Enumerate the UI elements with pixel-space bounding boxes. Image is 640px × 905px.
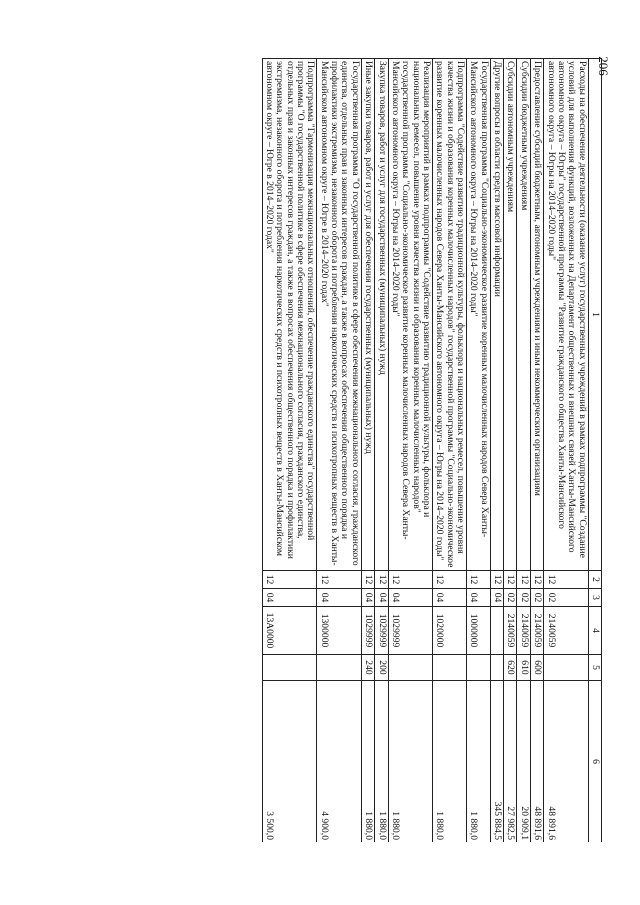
table-cell-c2: 12 [530,571,543,589]
table-row [517,59,530,843]
table-body [262,59,588,843]
table-cell-c2: 12 [544,571,588,589]
table-row [375,59,388,843]
table-cell-name: Подпрограмма "Содействие развитию традиционной культуры, фольклора и национальных ремесел, повышение уровня качества жизни и образования коренных малочисленных народов" государственной программы "Социально-экономическое развитие коренных малочисленных народов Севера Ханты-Мансийского автономного округа – Югры на 2014–2020 годы" [432,59,466,571]
table-cell-name: Закупка товаров, работ и услуг для государственных (муниципальных) нужд [375,59,388,571]
page-number: 206 [595,56,611,76]
table-row [544,59,588,843]
table-cell-c6: 48 891,6 [544,681,588,843]
rotated-table-container [90,58,602,842]
table-cell-c2: 12 [361,571,374,589]
table-cell-c2: 12 [375,571,388,589]
table-cell-c4: 1020000 [432,607,466,655]
table-cell-c6: 3 500,0 [262,681,317,843]
table-row [504,59,517,843]
table-cell-c5: 600 [530,655,543,681]
table-cell-c5 [317,655,361,681]
table-cell-name: Предоставление субсидий бюджетным, автономным учреждениям и иным некоммерческим организациям [530,59,543,571]
table-cell-c2: 12 [432,571,466,589]
rotated-page-area [90,58,602,842]
table-cell-c5: 240 [361,655,374,681]
table-cell-name: Другие вопросы в области средств массовой информации [490,59,503,571]
table-cell-name: Государственная программа "Социально-экономическое развитие коренных малочисленных народов Севера Ханты-Мансийского автономного округа – Югры на 2014–2020 годы" [467,59,491,571]
table-cell-c5 [544,655,588,681]
table-row [262,59,317,843]
table-cell-c4: 2140059 [530,607,543,655]
table-cell-c5 [432,655,466,681]
table-cell-c6: 1 880,0 [388,681,432,843]
table-cell-name: Реализация мероприятий в рамках подпрограммы "Содействие развитию традиционной культуры, фольклора и национальных ремесел, повышение уровня качества жизни и образования коренных малочисленных народов" государственной программы "Социально-экономическое развитие коренных малочисленных народов Севера Ханты-Мансийского автономного округа – Югры на 2014–2020 годы" [388,59,432,571]
table-cell-c5: 200 [375,655,388,681]
table-cell-c4: 1029999 [388,607,432,655]
table-cell-name: Субсидии бюджетным учреждениям [517,59,530,571]
table-cell-c6: 48 891,6 [530,681,543,843]
budget-table [262,58,602,842]
table-cell-c4: 2140059 [517,607,530,655]
table-cell-name: Подпрограмма "Гармонизация межнациональных отношений, обеспечение гражданского единства" государственной программы "О государственной политике в сфере обеспечения межнационального согласия, гражданского единства, отдельных прав и законных интересов граждан, а также в вопросах обеспечения общественного порядка и профилактики экстремизма, незаконного оборота и потребления наркотических средств и психотропных веществ в Ханты-Мансийском автономном округе – Югре в 2014–2020 годах" [262,59,317,571]
table-cell-c3: 04 [467,589,491,607]
table-cell-name: Государственная программа "О государственной политике в сфере обеспечения межнационального согласия, гражданского единства, отдельных прав и законных интересов граждан, а также в вопросах обеспечения общественного порядка и профилактики экстремизма, незаконного оборота и потребления наркотических средств и психотропных веществ в Ханты-Мансийском автономном округе – Югре в 2014–2020 годах" [317,59,361,571]
header-cell: 4 [588,607,601,655]
table-cell-c2: 12 [317,571,361,589]
table-cell-c6: 1 880,0 [361,681,374,843]
table-cell-c3: 04 [375,589,388,607]
header-cell: 1 [588,59,601,571]
table-cell-c5 [467,655,491,681]
table-cell-c4: 1029999 [361,607,374,655]
header-cell: 2 [588,571,601,589]
table-cell-c5 [388,655,432,681]
table-cell-c4 [490,607,503,655]
table-row [530,59,543,843]
header-row [588,59,601,843]
table-row [432,59,466,843]
header-cell: 3 [588,589,601,607]
table-row [388,59,432,843]
table-cell-c3: 04 [388,589,432,607]
table-cell-c4: 1000000 [467,607,491,655]
table-cell-c2: 12 [467,571,491,589]
table-cell-c3: 04 [262,589,317,607]
table-row [467,59,491,843]
table-cell-c3: 02 [504,589,517,607]
table-cell-c3: 04 [317,589,361,607]
table-cell-c3: 02 [517,589,530,607]
table-cell-c6: 345 884,5 [490,681,503,843]
table-cell-c3: 02 [530,589,543,607]
table-cell-c3: 04 [361,589,374,607]
table-cell-c5: 620 [504,655,517,681]
table-cell-c2: 12 [504,571,517,589]
table-cell-c3: 04 [490,589,503,607]
table-cell-c4: 1029999 [375,607,388,655]
table-cell-name: Иные закупки товаров, работ и услуг для обеспечения государственных (муниципальных) нужд [361,59,374,571]
table-cell-c2: 12 [517,571,530,589]
table-cell-c6: 20 909,1 [517,681,530,843]
header-cell: 6 [588,681,601,843]
table-row [361,59,374,843]
table-cell-c5 [262,655,317,681]
table-cell-c4: 13А0000 [262,607,317,655]
table-cell-c3: 02 [544,589,588,607]
table-cell-name: Субсидии автономным учреждениям [504,59,517,571]
table-cell-c6: 1 880,0 [432,681,466,843]
table-cell-c3: 04 [432,589,466,607]
table-row [317,59,361,843]
table-cell-c4: 2140059 [544,607,588,655]
table-cell-c2: 12 [262,571,317,589]
table-cell-c4: 2140059 [504,607,517,655]
table-cell-c6: 1 880,0 [375,681,388,843]
table-cell-c2: 12 [490,571,503,589]
table-cell-c4: 1300000 [317,607,361,655]
table-cell-c6: 27 982,5 [504,681,517,843]
table-cell-c6: 4 900,0 [317,681,361,843]
table-cell-c2: 12 [388,571,432,589]
header-cell: 5 [588,655,601,681]
table-row [490,59,503,843]
table-cell-c5 [490,655,503,681]
table-cell-name: Расходы на обеспечение деятельности (оказание услуг) государственных учреждений в рамках подпрограммы "Создание условий для выполнения функций, возложенных на Департамент общественных и внешних связей Ханты-Мансийского автономного округа – Югры" государственной программы "Развитие гражданского общества Ханты-Мансийского автономного округа – Югры на 2014–2020 годы" [544,59,588,571]
table-cell-c6: 1 880,0 [467,681,491,843]
table-cell-c5: 610 [517,655,530,681]
